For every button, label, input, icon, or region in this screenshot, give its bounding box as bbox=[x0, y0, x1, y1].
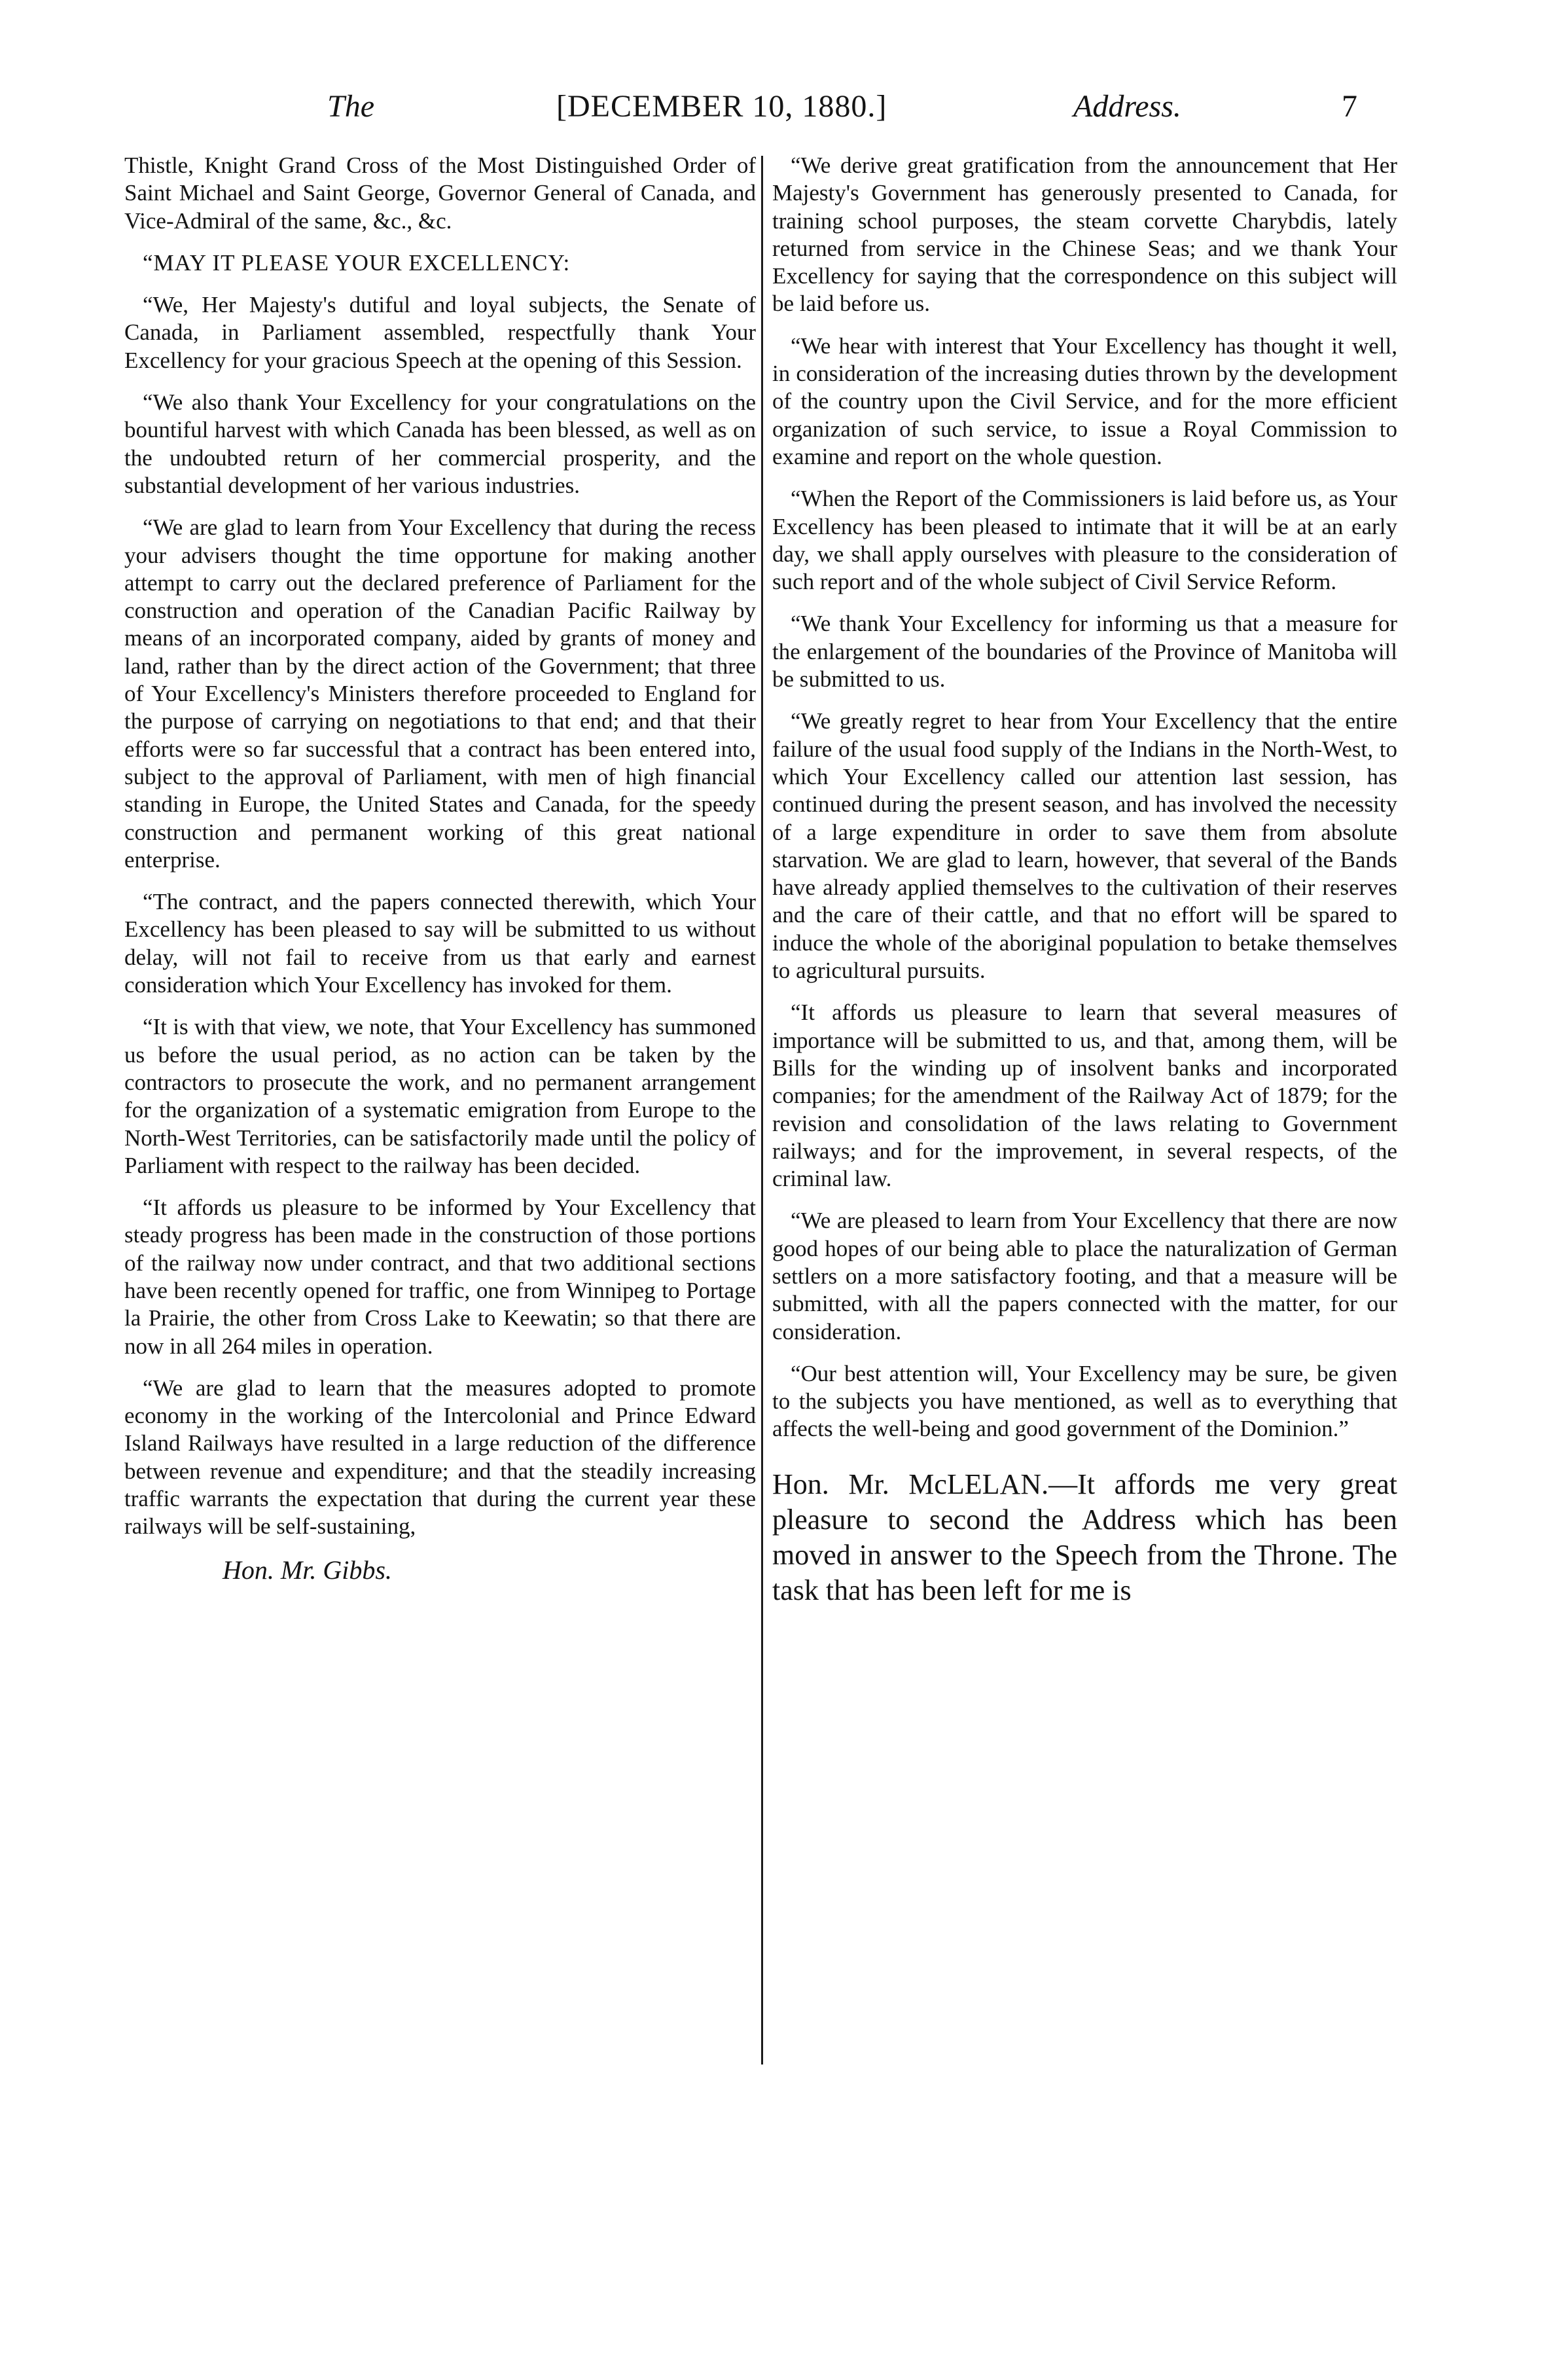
paragraph: “We derive great gratification from the announcement that Her Majesty's Government has generously presented to Canada, for training school purposes, the steam corvette Charybdis, lately returned from service in the Chinese Seas; and we thank Your Excellency for saying that the correspondence on this subject will be laid before us. bbox=[772, 153, 1397, 317]
speaker-name: Hon. Mr. McLELAN. bbox=[772, 1468, 1049, 1500]
left-column bbox=[124, 152, 756, 1585]
speech-text: —It affords me very great pleasure to second the Address which has been moved in answer to the Speech from the Throne. The task that has been left for me is bbox=[772, 1468, 1397, 1606]
column-divider bbox=[761, 156, 763, 2064]
paragraph: “We are glad to learn that the measures adopted to promote economy in the working of the Intercolonial and Prince Edward Island Railways have resulted in a large reduction of the difference between revenue and expenditure; and that the steadily increasing traffic warrants the expectation that during the current year these railways will be self-sustaining, bbox=[124, 1375, 756, 1540]
salutation: “MAY IT PLEASE YOUR EXCELLENCY: bbox=[143, 249, 571, 276]
paragraph: Thistle, Knight Grand Cross of the Most Distinguished Order of Saint Michael and Saint George, Governor General of Canada, and Vice-Admiral of the same, &c., &c. bbox=[124, 153, 756, 234]
paragraph: “We are pleased to learn from Your Excellency that there are now good hopes of our being able to place the naturalization of German settlers on a more satisfactory footing, and that a measure will be submitted, with all the papers connected with the matter, for our consideration. bbox=[772, 1208, 1397, 1344]
paragraph: “We hear with interest that Your Excellency has thought it well, in consideration of the increasing duties thrown by the development of the country upon the Civil Service, and for the more efficient organization of such service, to issue a Royal Commission to examine and report on the whole question. bbox=[772, 333, 1397, 469]
paragraph: “We thank Your Excellency for informing us that a measure for the enlargement of the boundaries of the Province of Manitoba will be submitted to us. bbox=[772, 611, 1397, 693]
running-header-left: The bbox=[327, 89, 374, 124]
running-header-right: Address. bbox=[1073, 89, 1181, 124]
paragraph: “We are glad to learn from Your Excellency that during the recess your advisers thought the time opportune for making another attempt to carry out the declared preference of Parliament for the construction and operation of the Canadian Pacific Railway by means of an incorporated company, aided by grants of money and land, rather than by the direct action of the Government; that three of Your Excellency's Ministers therefore proceeded to England for the purpose of carrying on negotiations to that end; and that their efforts were so far successful that a contract has been entered into, subject to the approval of Parliament, with men of high financial standing in Europe, the United States and Canada, for the speedy construction and permanent working of this great national enterprise. bbox=[124, 514, 756, 873]
paragraph: “When the Report of the Commissioners is laid before us, as Your Excellency has been pleased to intimate that it will be at an early day, we shall apply ourselves with pleasure to the consideration of such report and of the whole subject of Civil Service Reform. bbox=[772, 486, 1397, 595]
paragraph: “The contract, and the papers connected therewith, which Your Excellency has been pleased to say will be submitted to us without delay, will not fail to receive from us that early and earnest consideration which Your Excellency has invoked for them. bbox=[124, 889, 756, 998]
right-column bbox=[772, 152, 1397, 1608]
paragraph: “We, Her Majesty's dutiful and loyal subjects, the Senate of Canada, in Parliament assembled, respectfully thank Your Excellency for your gracious Speech at the opening of this Session. bbox=[124, 292, 756, 373]
paragraph: “It is with that view, we note, that Your Excellency has summoned us before the usual period, as no action can be taken by the contractors to prosecute the work, and no permanent arrangement for the organization of a systematic emigration from Europe to the North-West Territories, can be satisfactorily made until the policy of Parliament with respect to the railway has been decided. bbox=[124, 1014, 756, 1178]
paragraph: “We also thank Your Excellency for your congratulations on the bountiful harvest with which Canada has been blessed, as well as on the undoubted return of her commercial prosperity, and the substantial development of her various industries. bbox=[124, 389, 756, 498]
speech-paragraph bbox=[772, 1467, 1397, 1608]
signature: Hon. Mr. Gibbs. bbox=[223, 1555, 392, 1585]
running-header-date: [DECEMBER 10, 1880.] bbox=[556, 89, 887, 124]
paragraph: “It affords us pleasure to be informed by Your Excellency that steady progress has been made in the construction of those portions of the railway now under contract, and that two additional sections have been recently opened for traffic, one from Winnipeg to Portage la Prairie, the other from Cross Lake to Keewatin; so that there are now in all 264 miles in operation. bbox=[124, 1195, 756, 1359]
page-number: 7 bbox=[1342, 89, 1357, 124]
paragraph: “We greatly regret to hear from Your Excellency that the entire failure of the usual food supply of the Indians in the North-West, to which Your Excellency called our attention last session, has continued during the present season, and has involved the necessity of a large expenditure in order to save them from absolute starvation. We are glad to learn, however, that several of the Bands have already applied themselves to the cultivation of their reserves and the care of their cattle, and that no effort will be spared to induce the whole of the aboriginal population to betake themselves to agricultural pursuits. bbox=[772, 708, 1397, 984]
paragraph: “It affords us pleasure to learn that several measures of importance will be submitted to us, and that, among them, will be Bills for the winding up of insolvent banks and incorporated companies; for the amendment of the Railway Act of 1879; for the revision and consolidation of the laws relating to Government railways; and for the improvement, in several respects, of the criminal law. bbox=[772, 1000, 1397, 1192]
paragraph: “Our best attention will, Your Excellency may be sure, be given to the subjects you have mentioned, as well as to everything that affects the well-being and good government of the Dominion.” bbox=[772, 1360, 1397, 1442]
